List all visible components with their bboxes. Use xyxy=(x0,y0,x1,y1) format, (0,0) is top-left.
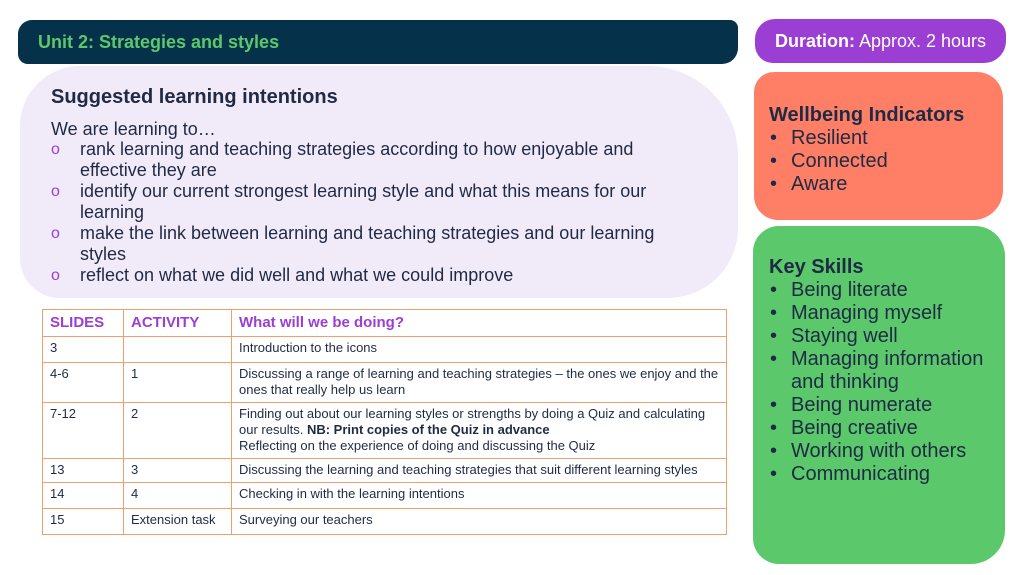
circle-bullet-icon: o xyxy=(51,225,60,242)
list-item: • Being creative xyxy=(769,417,1001,440)
header-description: What will we be doing? xyxy=(232,310,727,337)
cell-description xyxy=(232,403,727,459)
cell-slides: 14 xyxy=(43,483,124,509)
duration-value: Approx. 2 hours xyxy=(858,31,987,51)
cell-slides: 3 xyxy=(43,337,124,363)
list-item: o rank learning and teaching strategies according to how enjoyable and effective they are xyxy=(51,139,634,180)
table-row xyxy=(43,403,727,459)
key-skills-title: Key Skills xyxy=(769,256,864,278)
list-item: o make the link between learning and teaching strategies and our learning styles xyxy=(51,223,655,264)
print-note: NB: Print copies of the Quiz in advance xyxy=(306,422,550,437)
duration-label: Duration: xyxy=(774,31,855,51)
list-item: • Staying well xyxy=(769,325,1001,348)
cell-activity xyxy=(124,337,232,363)
cell-slides: 13 xyxy=(43,459,124,483)
header-slides: SLIDES xyxy=(43,310,124,337)
cell-activity: 2 xyxy=(124,403,232,459)
table-row xyxy=(43,483,727,509)
list-item: • Resilient xyxy=(769,127,888,150)
wellbeing-list xyxy=(769,127,888,196)
list-item: • Aware xyxy=(769,173,888,196)
cell-description: Checking in with the learning intentions xyxy=(232,483,727,509)
table-row xyxy=(43,363,727,403)
activities-table xyxy=(42,309,727,535)
list-item: • Being numerate xyxy=(769,394,1001,417)
table-row xyxy=(43,337,727,363)
cell-description: Discussing the learning and teaching strategies that suit different learning styles xyxy=(232,459,727,483)
table-row xyxy=(43,509,727,535)
learning-intentions-title: Suggested learning intentions xyxy=(51,86,338,108)
table-row xyxy=(43,459,727,483)
cell-description: Surveying our teachers xyxy=(232,509,727,535)
list-item: o identify our current strongest learning style and what this means for our learning xyxy=(51,181,647,222)
unit-title: Unit 2: Strategies and styles xyxy=(38,32,280,52)
key-skills-list xyxy=(769,279,1001,486)
circle-bullet-icon: o xyxy=(51,267,60,284)
description-extra: Reflecting on the experience of doing and discussing the Quiz xyxy=(239,438,596,453)
learning-intentions-panel xyxy=(20,66,738,298)
list-item: • Managing information and thinking xyxy=(769,348,1001,394)
key-skills-panel xyxy=(753,226,1005,564)
list-item: • Working with others xyxy=(769,440,1001,463)
wellbeing-title: Wellbeing Indicators xyxy=(769,104,965,126)
cell-activity: Extension task xyxy=(124,509,232,535)
learning-intentions-list xyxy=(51,139,701,286)
list-item: • Managing myself xyxy=(769,302,1001,325)
table-header-row xyxy=(43,310,727,337)
list-item: • Being literate xyxy=(769,279,1001,302)
list-item: • Connected xyxy=(769,150,888,173)
duration-badge xyxy=(755,19,1006,63)
cell-slides: 7-12 xyxy=(43,403,124,459)
unit-header-bar xyxy=(18,20,738,64)
list-item: • Communicating xyxy=(769,463,1001,486)
cell-description: Discussing a range of learning and teaching strategies – the ones we enjoy and the ones that really help us learn xyxy=(232,363,727,403)
cell-description: Introduction to the icons xyxy=(232,337,727,363)
circle-bullet-icon: o xyxy=(51,183,60,200)
wellbeing-indicators-panel xyxy=(754,72,1003,220)
cell-activity: 3 xyxy=(124,459,232,483)
cell-slides: 4-6 xyxy=(43,363,124,403)
cell-activity: 1 xyxy=(124,363,232,403)
list-item: o reflect on what we did well and what we could improve xyxy=(51,265,514,285)
header-activity: ACTIVITY xyxy=(124,310,232,337)
learning-intentions-intro: We are learning to… xyxy=(51,119,216,139)
description-text: Finding out about our learning styles or strengths by doing a Quiz and calculating our results. xyxy=(239,406,706,437)
cell-activity: 4 xyxy=(124,483,232,509)
cell-slides: 15 xyxy=(43,509,124,535)
circle-bullet-icon: o xyxy=(51,141,60,158)
